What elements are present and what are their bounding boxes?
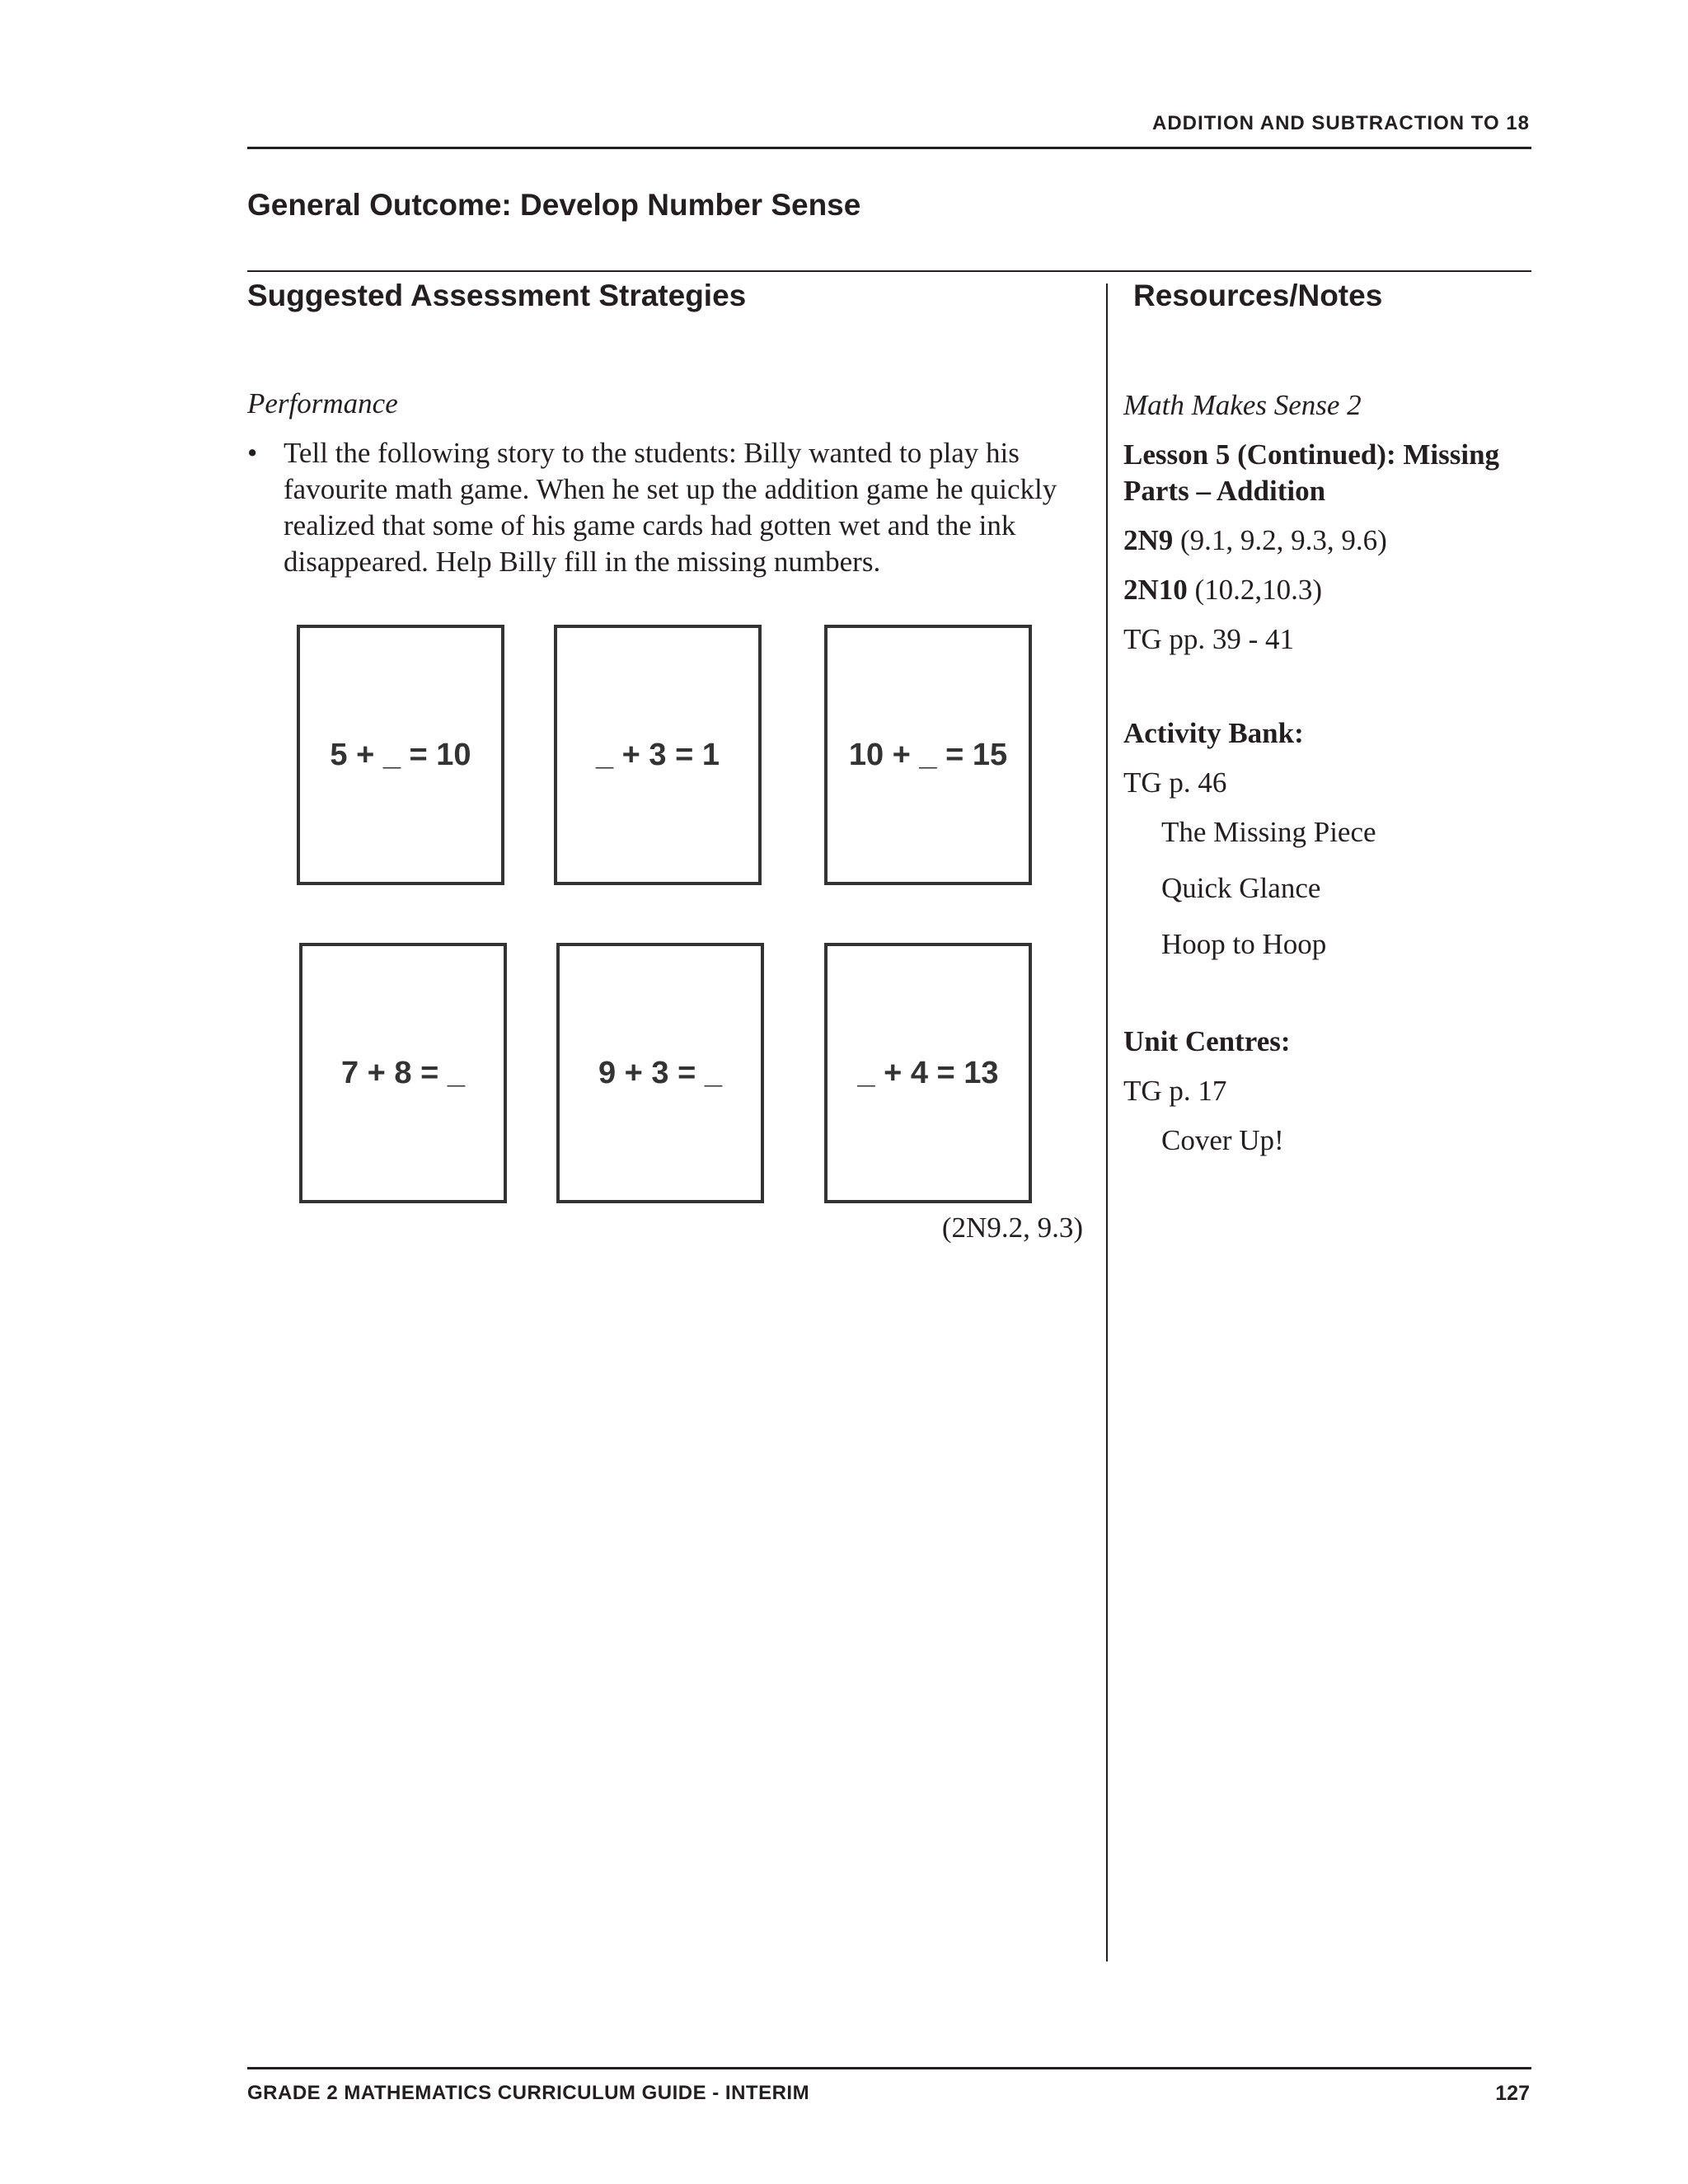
top-rule bbox=[247, 147, 1531, 149]
game-card: 5 + _ = 10 bbox=[297, 625, 504, 885]
outcome-code: 2N10 bbox=[1123, 574, 1188, 606]
game-card: 9 + 3 = _ bbox=[556, 943, 764, 1203]
game-card: 7 + 8 = _ bbox=[299, 943, 507, 1203]
page-number: 127 bbox=[1495, 2082, 1530, 2105]
activity-item: Hoop to Hoop bbox=[1161, 928, 1327, 960]
activity-item: The Missing Piece bbox=[1161, 816, 1376, 848]
outcome-reference: (2N9.2, 9.3) bbox=[941, 1212, 1083, 1244]
lesson-title: Lesson 5 (Continued): Missing Parts – Addition bbox=[1123, 438, 1500, 507]
bottom-rule bbox=[247, 2067, 1531, 2069]
unit-centre-item: Cover Up! bbox=[1161, 1124, 1284, 1156]
outcome-line bbox=[1123, 523, 1536, 559]
game-card: _ + 4 = 13 bbox=[824, 943, 1032, 1203]
unit-centres-heading: Unit Centres: bbox=[1123, 1025, 1291, 1057]
assessment-bullet bbox=[247, 435, 1080, 580]
performance-label: Performance bbox=[247, 387, 398, 419]
game-card: 10 + _ = 15 bbox=[824, 625, 1032, 885]
activity-item: Quick Glance bbox=[1161, 872, 1321, 904]
outcome-line bbox=[1123, 572, 1536, 608]
assessment-story-text: Tell the following story to the students: Billy wanted to play his favourite math game. When he set up the addition game he quickly realized that some of his game cards had gotten wet and the ink disappeared. Help Billy fill in the missing numbers. bbox=[284, 437, 1057, 578]
running-head: ADDITION AND SUBTRACTION TO 18 bbox=[1151, 112, 1530, 134]
outcome-detail: (10.2,10.3) bbox=[1187, 574, 1323, 606]
teacher-guide-pages: TG pp. 39 - 41 bbox=[1123, 623, 1295, 655]
activity-bank-page: TG p. 46 bbox=[1123, 766, 1227, 799]
resource-book-title: Math Makes Sense 2 bbox=[1123, 389, 1362, 421]
resources-column-heading: Resources/Notes bbox=[1133, 279, 1383, 312]
assessment-column-heading: Suggested Assessment Strategies bbox=[247, 279, 747, 312]
outcome-detail: (9.1, 9.2, 9.3, 9.6) bbox=[1173, 524, 1387, 556]
activity-bank-heading: Activity Bank: bbox=[1123, 717, 1304, 749]
assessment-column bbox=[247, 387, 1080, 580]
footer-title: GRADE 2 MATHEMATICS CURRICULUM GUIDE - INTERIM bbox=[247, 2082, 810, 2104]
resources-column bbox=[1123, 387, 1536, 1159]
unit-centres-page: TG p. 17 bbox=[1123, 1075, 1227, 1107]
game-cards bbox=[297, 625, 1039, 1206]
bullet-icon: • bbox=[247, 437, 258, 469]
general-outcome-heading: General Outcome: Develop Number Sense bbox=[247, 188, 861, 222]
game-card: _ + 3 = 1 bbox=[554, 625, 762, 885]
column-divider bbox=[1106, 284, 1108, 1961]
outcome-code: 2N9 bbox=[1123, 524, 1174, 556]
section-rule bbox=[247, 270, 1531, 272]
